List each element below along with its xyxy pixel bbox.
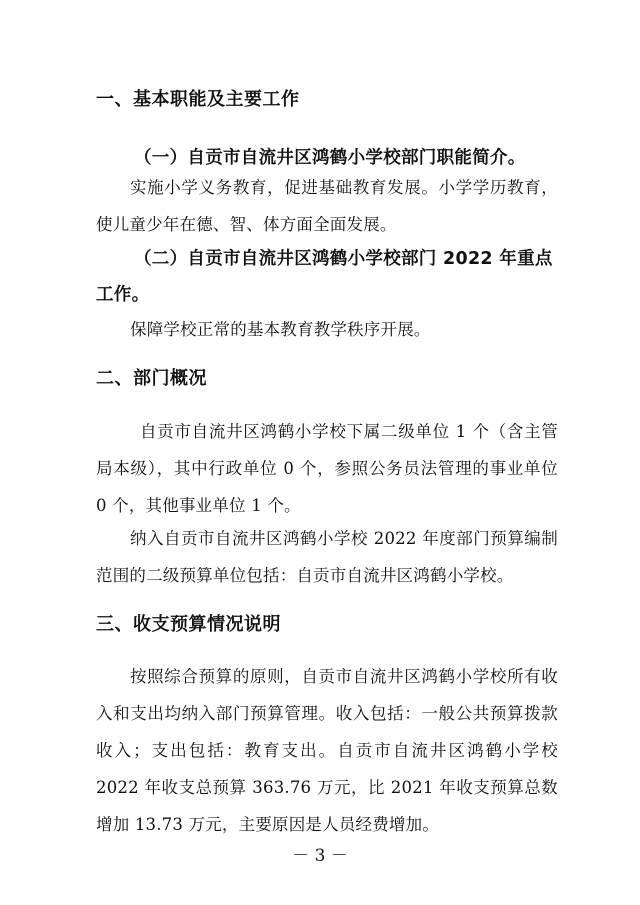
section-heading-functions: 一、基本职能及主要工作: [96, 89, 300, 110]
section-heading-overview: 二、部门概况: [96, 368, 207, 389]
section-heading-budget: 三、收支预算情况说明: [96, 614, 281, 635]
budget-paragraph: 按照综合预算的原则，自贡市自流井区鸿鹤小学校所有收入和支出均纳入部门预算管理。收入包括：一般公共预算拨款收入；支出包括：教育支出。自贡市自流井区鸿鹤小学校 2022 年收支总预算 363.76 万元，比 2021 年收支预算总数增加 13.73 万元，主要原因是人员经费增加。: [96, 667, 558, 834]
page-number: － 3 －: [292, 846, 348, 866]
overview-paragraph-units: 自贡市自流井区鸿鹤小学校下属二级单位 1 个（含主管局本级），其中行政单位 0 个，参照公务员法管理的事业单位 0 个，其他事业单位 1 个。: [96, 422, 558, 515]
subsection-body-key-work: 保障学校正常的基本教育教学秩序开展。: [130, 320, 431, 339]
overview-paragraph-scope: 纳入自贡市自流井区鸿鹤小学校 2022 年度部门预算编制范围的二级预算单位包括：自贡市自流井区鸿鹤小学校。: [96, 529, 558, 585]
subsection-title-function-intro: （一）自贡市自流井区鸿鹤小学校部门职能简介。: [134, 148, 526, 168]
subsection-title-key-work: （二）自贡市自流井区鸿鹤小学校部门 2022 年重点工作。: [96, 249, 553, 305]
subsection-body-function-intro: 实施小学义务教育，促进基础教育发展。小学学历教育，使儿童少年在德、智、体方面全面发展。: [96, 178, 558, 234]
